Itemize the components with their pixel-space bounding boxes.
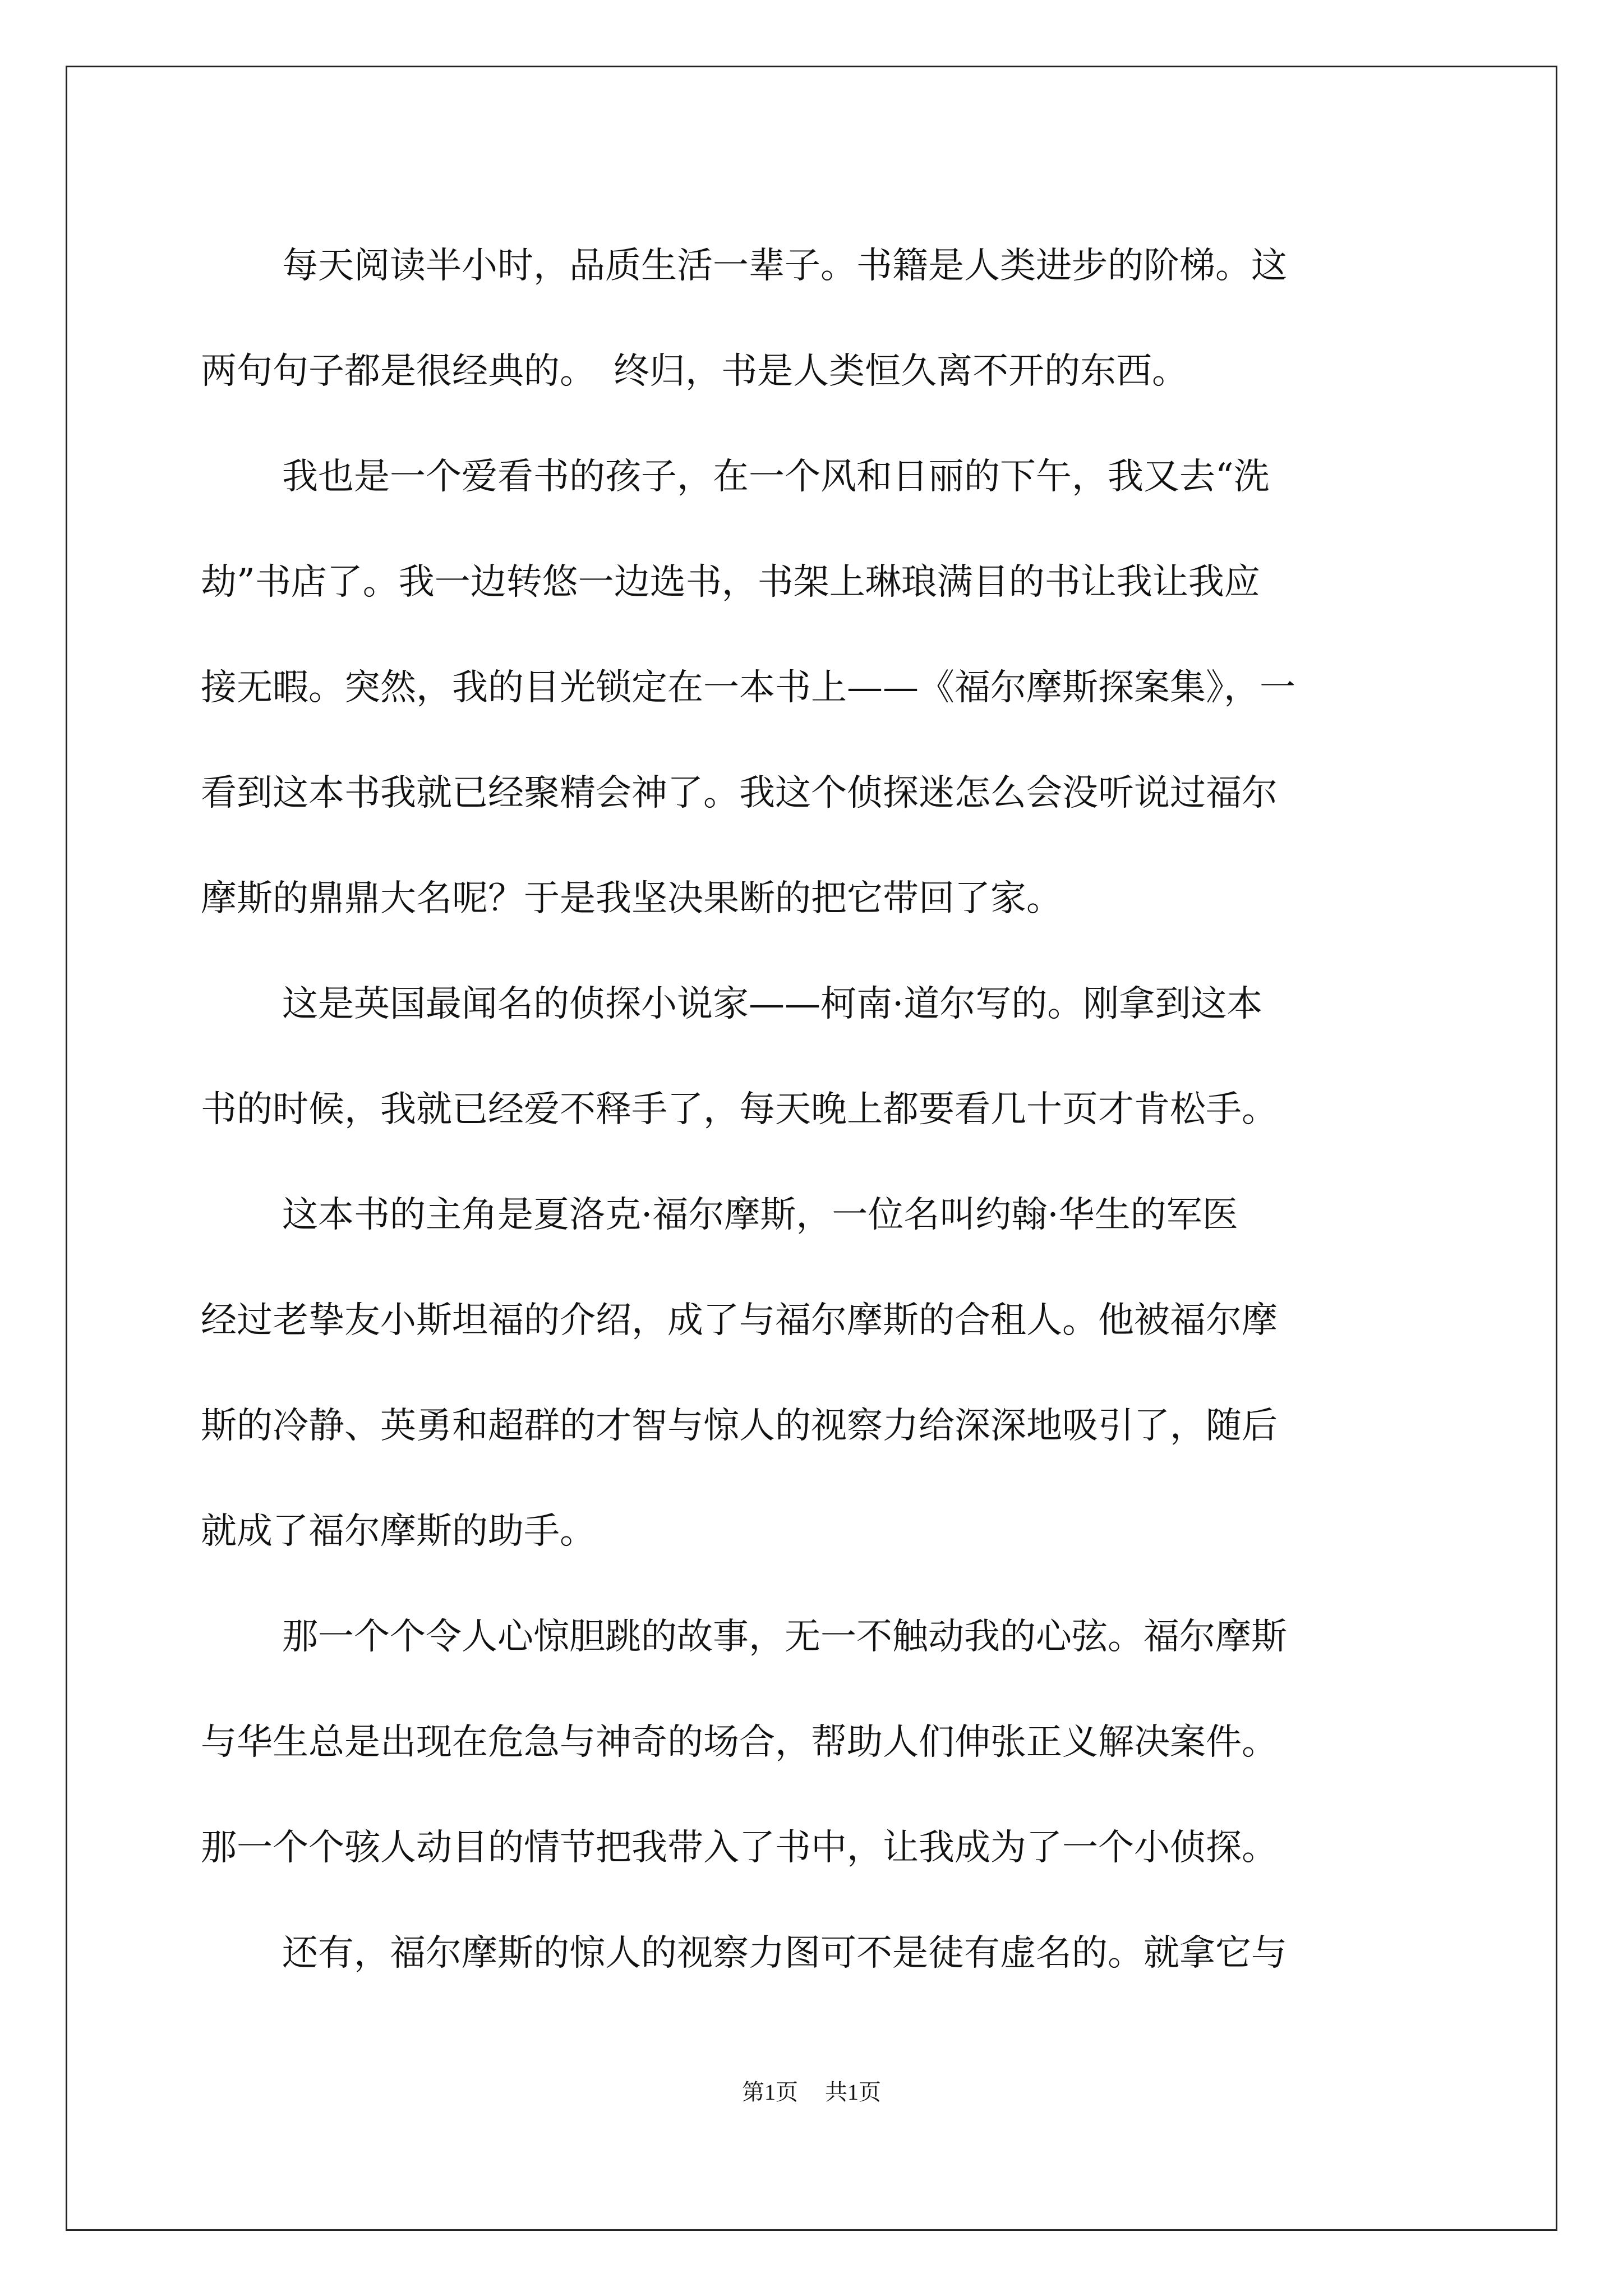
text-line: 斯的冷静、英勇和超群的才智与惊人的视察力给深深地吸引了，随后	[201, 1405, 1278, 1447]
text-line: 书的时候，我就已经爱不释手了，每天晚上都要看几十页才肯松手。	[201, 1089, 1278, 1130]
text-line: 那一个个骇人动目的情节把我带入了书中，让我成为了一个小侦探。	[201, 1827, 1278, 1869]
text-line: 那一个个令人心惊胆跳的故事，无一不触动我的心弦。福尔摩斯	[282, 1616, 1287, 1658]
page-number: 第1页	[742, 2079, 798, 2105]
page-total: 共1页	[825, 2079, 881, 2105]
text-line: 就成了福尔摩斯的助手。	[201, 1511, 596, 1552]
text-line: 摩斯的鼎鼎大名呢？于是我坚决果断的把它带回了家。	[201, 878, 1062, 919]
text-line: 每天阅读半小时，品质生活一辈子。书籍是人类进步的阶梯。这	[282, 245, 1287, 287]
page-footer	[0, 2076, 1623, 2109]
text-line: 与华生总是出现在危急与神奇的场合，帮助人们伸张正义解决案件。	[201, 1722, 1278, 1763]
text-line: 经过老挚友小斯坦福的介绍，成了与福尔摩斯的合租人。他被福尔摩	[201, 1300, 1278, 1341]
document-body	[201, 213, 1435, 2006]
text-line: 看到这本书我就已经聚精会神了。我这个侦探迷怎么会没听说过福尔	[201, 772, 1278, 814]
text-line: 两句句子都是很经典的。 终归，书是人类恒久离不开的东西。	[201, 351, 1188, 392]
text-line: 我也是一个爱看书的孩子，在一个风和日丽的下午，我又去“洗	[282, 456, 1270, 498]
text-line: 还有，福尔摩斯的惊人的视察力图可不是徒有虚名的。就拿它与	[282, 1932, 1287, 1974]
text-line: 接无暇。突然，我的目光锁定在一本书上——《福尔摩斯探案集》，一	[201, 667, 1295, 708]
text-line: 劫”书店了。我一边转悠一边选书，书架上琳琅满目的书让我让我应	[201, 562, 1260, 603]
text-line: 这是英国最闻名的侦探小说家——柯南·道尔写的。刚拿到这本	[282, 983, 1263, 1025]
text-line: 这本书的主角是夏洛克·福尔摩斯，一位名叫约翰·华生的军医	[282, 1194, 1238, 1236]
